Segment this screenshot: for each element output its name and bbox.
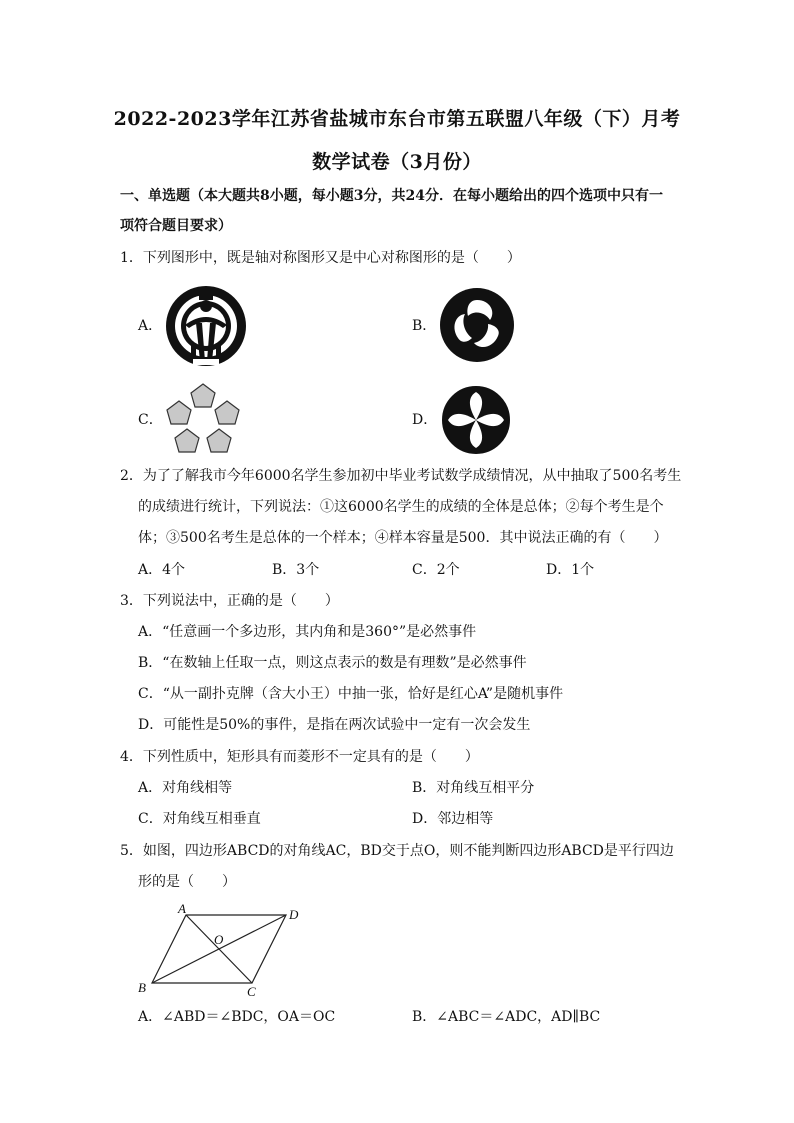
exam-title-line2: 数学试卷（3月份） — [312, 151, 482, 173]
q3-option-c: C．“从一副扑克牌（含大小王）中抽一张，恰好是红心A”是随机事件 — [138, 686, 564, 702]
q4-option-b: B．对角线互相平分 — [412, 780, 535, 796]
q5-point-o-label: O — [214, 932, 224, 947]
q1-option-c-label: C． — [138, 412, 163, 428]
q1-option-b-label: B． — [412, 318, 437, 334]
q2-stem-line1: 2．为了了解我市今年6000名学生参加初中毕业考试数学成绩情况，从中抽取了500名考生 — [120, 468, 682, 484]
q1-option-a-label: A． — [138, 318, 163, 334]
q5-parallelogram-diagram — [134, 900, 314, 996]
q1-option-b-tomoe-icon — [438, 286, 516, 364]
q3-option-a: A．“任意画一个多边形，其内角和是360°”是必然事件 — [138, 624, 477, 640]
q5-option-b: B．∠ABC＝∠ADC，AD∥BC — [412, 1009, 601, 1025]
q2-option-c: C．2个 — [412, 562, 460, 578]
q5-stem-line2: 形的是（ ） — [138, 874, 236, 890]
section-heading-line1: 一、单选题（本大题共8小题，每小题3分，共24分．在每小题给出的四个选项中只有一 — [120, 188, 663, 204]
q2-stem-line2: 的成绩进行统计，下列说法：①这6000名学生的成绩的全体是总体；②每个考生是个 — [138, 499, 664, 515]
q3-stem: 3．下列说法中，正确的是（ ） — [120, 593, 339, 609]
q4-stem: 4．下列性质中，矩形具有而菱形不一定具有的是（ ） — [120, 749, 479, 765]
q1-option-a-emblem-icon — [163, 283, 249, 369]
q2-option-d: D．1个 — [546, 562, 595, 578]
q5-vertex-b-label: B — [138, 980, 146, 995]
q5-vertex-a-label: A — [178, 901, 186, 916]
q4-option-d: D．邻边相等 — [412, 811, 494, 827]
q2-option-a: A．4个 — [138, 562, 186, 578]
q1-option-c-pentagons-icon — [163, 381, 243, 457]
section-heading-line2: 项符合题目要求） — [120, 218, 232, 234]
q1-option-d-label: D． — [412, 412, 438, 428]
q5-vertex-d-label: D — [289, 907, 299, 922]
q2-option-b: B．3个 — [272, 562, 320, 578]
q5-vertex-c-label: C — [247, 984, 256, 996]
q4-option-c: C．对角线互相垂直 — [138, 811, 261, 827]
q2-stem-line3: 体；③500名考生是总体的一个样本；④样本容量是500．其中说法正确的有（ ） — [138, 530, 668, 546]
q1-option-d-petals-icon — [440, 384, 512, 456]
q5-option-a: A．∠ABD＝∠BDC，OA＝OC — [138, 1009, 336, 1025]
q5-stem-line1: 5．如图，四边形ABCD的对角线AC，BD交于点O，则不能判断四边形ABCD是平行四边 — [120, 843, 674, 859]
q4-option-a: A．对角线相等 — [138, 780, 233, 796]
q3-option-d: D．可能性是50%的事件，是指在两次试验中一定有一次会发生 — [138, 717, 531, 733]
q1-stem: 1．下列图形中，既是轴对称图形又是中心对称图形的是（ ） — [120, 250, 521, 266]
q3-option-b: B．“在数轴上任取一点，则这点表示的数是有理数”是必然事件 — [138, 655, 527, 671]
exam-title-line1: 2022-2023学年江苏省盐城市东台市第五联盟八年级（下）月考 — [113, 108, 681, 130]
